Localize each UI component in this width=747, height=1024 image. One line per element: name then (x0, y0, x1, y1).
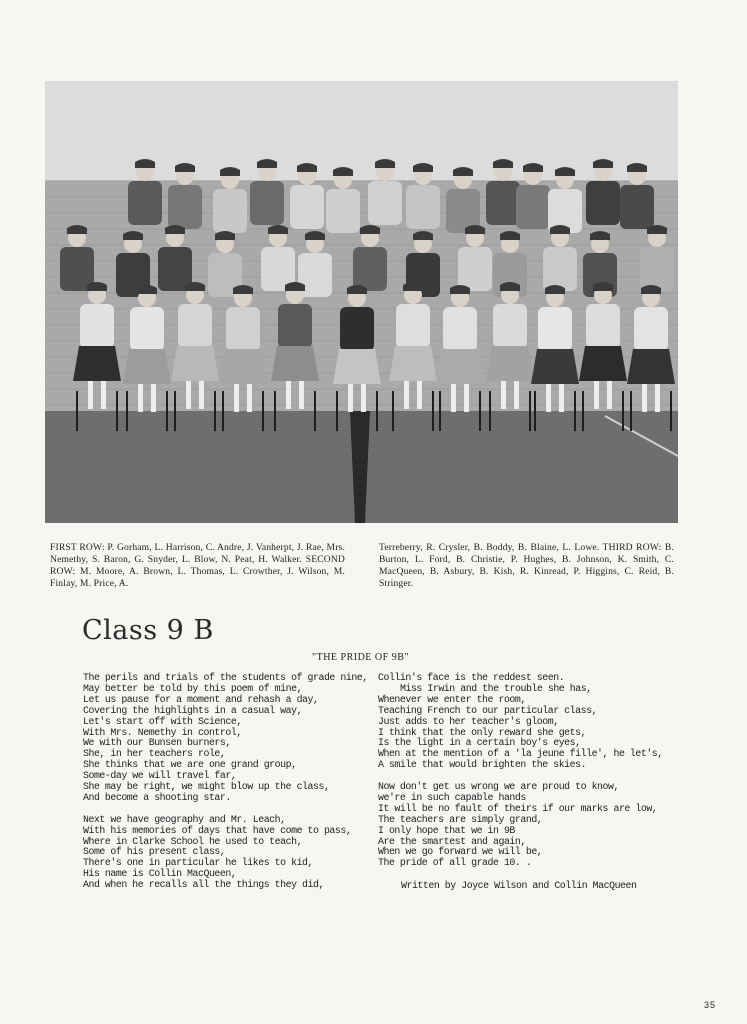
poem-line: Some-day we will travel far, (83, 770, 237, 782)
poem-line: With Mrs. Nemethy in control, (83, 726, 242, 738)
back-row-student-body (516, 185, 550, 229)
poem-line: Whenever we enter the room, (378, 693, 526, 705)
poem-line: Where in Clarke School he used to teach, (83, 835, 303, 847)
poem-line: Teaching French to our particular class, (378, 704, 598, 716)
poem-line: Let's start off with Science, (83, 715, 242, 727)
poem-title: "THE PRIDE OF 9B" (312, 652, 409, 663)
back-row-student-body (128, 181, 162, 225)
poem-line: Next we have geography and Mr. Leach, (83, 813, 286, 825)
poem-line: Collin's face is the reddest seen. (378, 672, 565, 683)
poem-line: And become a shooting star. (83, 791, 231, 803)
poem-line: When at the mention of a 'la jeune fille', he let's, (378, 748, 663, 760)
front-row-student-body (443, 307, 477, 351)
back-row-student-body (406, 185, 440, 229)
poem-line: A smile that would brighten the skies. (378, 759, 587, 771)
poem-line: It will be no fault of theirs if our marks are low, (378, 802, 658, 814)
poem-line: The pride of all grade 10. . (378, 857, 532, 869)
front-row-student-body (493, 304, 527, 348)
middle-row-student-body (458, 247, 492, 291)
back-row-student-body (486, 181, 520, 225)
poem-line: His name is Collin MacQueen, (83, 868, 237, 880)
poem-stanza (378, 782, 668, 869)
front-row-student-body (178, 304, 212, 348)
poem-line: Just adds to her teacher's gloom, (378, 715, 559, 727)
poem-line: The perils and trials of the students of grade nine, (83, 672, 368, 683)
back-row-student-body (290, 185, 324, 229)
poem-stanza (83, 673, 373, 804)
back-row-student-body (586, 181, 620, 225)
poem-line: we're in such capable hands (378, 791, 526, 803)
poem-stanza (378, 673, 668, 771)
front-row-student-body (538, 307, 572, 351)
poem-line: I think that the only reward she gets, (378, 726, 587, 738)
poem-line: Covering the highlights in a casual way, (83, 704, 303, 716)
front-row-student-body (634, 307, 668, 351)
middle-row-student-body (353, 247, 387, 291)
poem-line: Is the light in a certain boy's eyes, (378, 737, 581, 749)
poem-left-column (83, 673, 373, 902)
back-row-student-body (368, 181, 402, 225)
back-row-student-body (250, 181, 284, 225)
poem-line: And when he recalls all the things they did, (83, 879, 324, 891)
front-row-student-body (396, 304, 430, 348)
middle-row-student-body (543, 247, 577, 291)
front-row-student-body (80, 304, 114, 348)
caption-left: FIRST ROW: P. Gorham, L. Harrison, C. Andre, J. Vanherpt, J. Rae, Mrs. Nemethy, S. Baron, G. Snyder, L. Blow, N. Peat, H. Walker. SECOND ROW: M. Moore, A. Brown, L. Thomas, L. Crowther, J. Wilson, M. Finlay, M. Price, A. (50, 542, 345, 589)
poem-line: She may be right, we might blow up the class, (83, 781, 330, 793)
poem-line: Some of his present class, (83, 846, 226, 858)
poem-line: Miss Irwin and the trouble she has, (400, 682, 592, 694)
poem-line: With his memories of days that have come to pass, (83, 824, 352, 836)
back-row-student-body (620, 185, 654, 229)
back-row-student-body (168, 185, 202, 229)
page-title: Class 9 B (82, 615, 214, 646)
poem-line: When we go forward we will be, (378, 846, 543, 858)
poem-line: I only hope that we in 9B (378, 824, 515, 836)
poem-stanza (83, 815, 373, 891)
page-number: 35 (704, 1000, 717, 1010)
front-row-student-body (586, 304, 620, 348)
caption-right: Terreberry, R. Crysler, B. Boddy, B. Blaine, L. Lowe. THIRD ROW: B. Burton, L. Ford, B. Christie, P. Hughes, B. Johnson, K. Smith, C. MacQueen, B. Asbury, B. Kish, R. Kinread, P. Higgins, C. Reid, B. Stringer. (379, 542, 674, 589)
front-row-student-body (340, 307, 374, 351)
middle-row-student-body (640, 247, 674, 291)
poem-line: Are the smartest and again, (378, 835, 526, 847)
poem-line: We with our Bunsen burners, (83, 737, 231, 749)
poem-line: She, in her teachers role, (83, 748, 226, 760)
poem-line: Now don't get us wrong we are proud to know, (378, 781, 619, 793)
poem-line: Let us pause for a moment and rehash a day, (83, 693, 319, 705)
poem-line: There's one in particular he likes to kid, (83, 857, 313, 869)
poem-credit: Written by Joyce Wilson and Collin MacQueen (401, 880, 637, 891)
back-row-student-body (326, 189, 360, 233)
front-row-student-body (226, 307, 260, 351)
front-row-student-body (278, 304, 312, 348)
poem-right-column (378, 673, 668, 880)
poem-line: She thinks that we are one grand group, (83, 759, 297, 771)
back-row-student-body (213, 189, 247, 233)
poem-line: May better be told by this poem of mine, (83, 682, 303, 694)
front-row-student-body (130, 307, 164, 351)
photo-illustration (45, 81, 678, 523)
class-group-photo (45, 81, 678, 523)
poem-line: The teachers are simply grand, (378, 813, 543, 825)
